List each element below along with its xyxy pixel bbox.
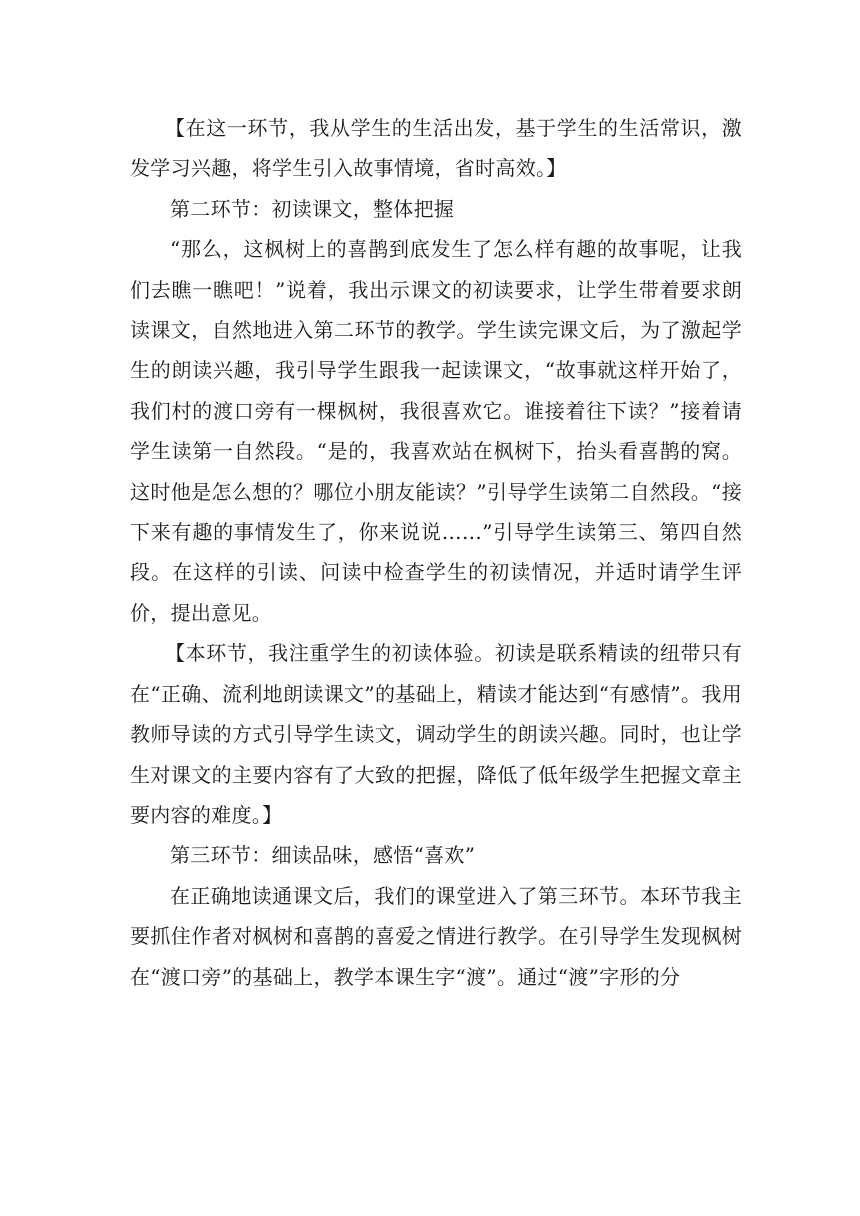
summary-paragraph-2: 【本环节，我注重学生的初读体验。初读是联系精读的纽带只有在“正确、流利地朗读课文”的基础上，精读才能达到“有感情”。我用教师导读的方式引导学生读文，调动学生的朗读兴趣。同时，也让学生对课文的主要内容有了大致的把握，降低了低年级学生把握文章主要内容的难度。】 [130, 641, 742, 827]
section-heading-3: 第三环节：细读品味，感悟“喜欢” [170, 843, 476, 868]
document-body [130, 108, 742, 997]
summary-paragraph-1: 【在这一环节，我从学生的生活出发，基于学生的生活常识，激发学习兴趣，将学生引入故事情境，省时高效。】 [130, 116, 742, 181]
body-paragraph-3: 在正确地读通课文后，我们的课堂进入了第三环节。本环节我主要抓住作者对枫树和喜鹊的喜爱之情进行教学。在引导学生发现枫树在“渡口旁”的基础上，教学本课生字“渡”。通过“渡”字形的分 [130, 883, 742, 989]
section-heading-2: 第二环节：初读课文，整体把握 [170, 196, 455, 221]
body-paragraph-2: “那么，这枫树上的喜鹊到底发生了怎么样有趣的故事呢，让我们去瞧一瞧吧！”说着，我出示课文的初读要求，让学生带着要求朗读课文，自然地进入第二环节的教学。学生读完课文后，为了激起学生的朗读兴趣，我引导学生跟我一起读课文，“故事就这样开始了，我们村的渡口旁有一棵枫树，我很喜欢它。谁接着往下读？”接着请学生读第一自然段。“是的，我喜欢站在枫树下，抬头看喜鹊的窝。这时他是怎么想的？哪位小朋友能读？”引导学生读第二自然段。“接下来有趣的事情发生了，你来说说……”引导学生读第三、第四自然段。在这样的引读、问读中检查学生的初读情况，并适时请学生评价，提出意见。 [130, 237, 742, 625]
